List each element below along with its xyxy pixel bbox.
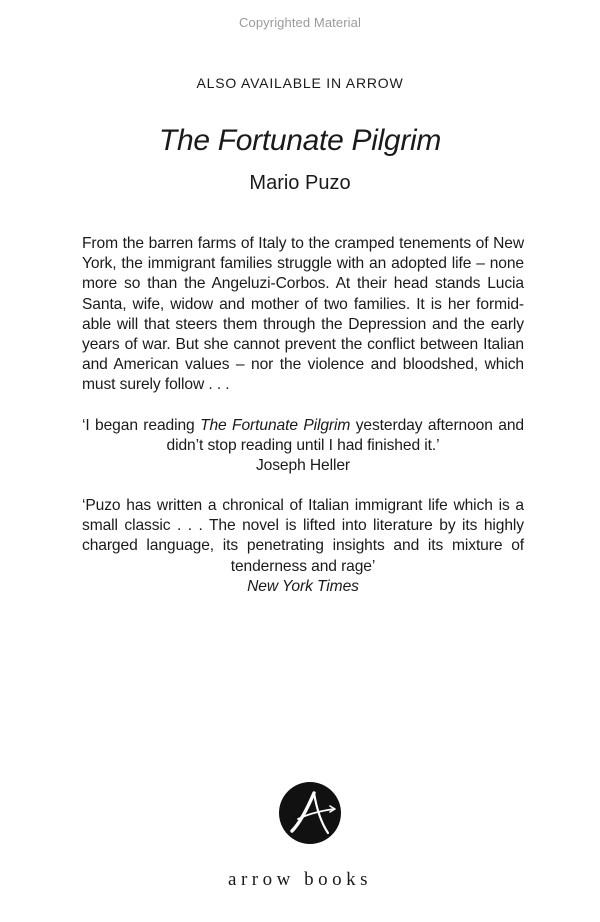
quote-book-title: The Fortunate Pilgrim bbox=[200, 417, 351, 434]
quote-text-start: ‘I began reading bbox=[82, 417, 201, 434]
book-blurb: From the barren farms of Italy to the cramped tenements of New York, the immigrant families struggle with an adopted life – none more so than the Angeluzi-Corbos. At their head stands Lucia Santa, wife, widow and mother of two families. It is her formid-able will that steers them through the Depression and the early years of war. But she cannot prevent the conflict between Italian and American values – nor the violence and bloodshed, which must surely follow . . . bbox=[82, 235, 524, 394]
also-available-heading: ALSO AVAILABLE IN ARROW bbox=[196, 75, 404, 91]
logo-disc bbox=[279, 782, 341, 844]
quote-attribution: Joseph Heller bbox=[255, 457, 351, 475]
quote-text: ‘Puzo has written a chronical of Italian immigrant life which is a small classic . . . The novel is lifted into literature by its highly charged language, its penetrating insights and its mixture of tenderness and rage’ bbox=[82, 497, 524, 575]
quote-text-end: yesterday afternoon and didn’t stop reading until I had finished it.’ bbox=[166, 417, 524, 455]
copyright-watermark: Copyrighted Material bbox=[239, 15, 361, 30]
book-author: Mario Puzo bbox=[249, 172, 351, 194]
review-quote-heller bbox=[82, 416, 524, 477]
review-quote-nyt bbox=[82, 496, 524, 597]
publisher-name: arrow books bbox=[228, 869, 372, 890]
arrow-books-logo-icon bbox=[278, 781, 342, 845]
quote-attribution: New York Times bbox=[247, 577, 359, 595]
book-title: The Fortunate Pilgrim bbox=[158, 124, 442, 157]
